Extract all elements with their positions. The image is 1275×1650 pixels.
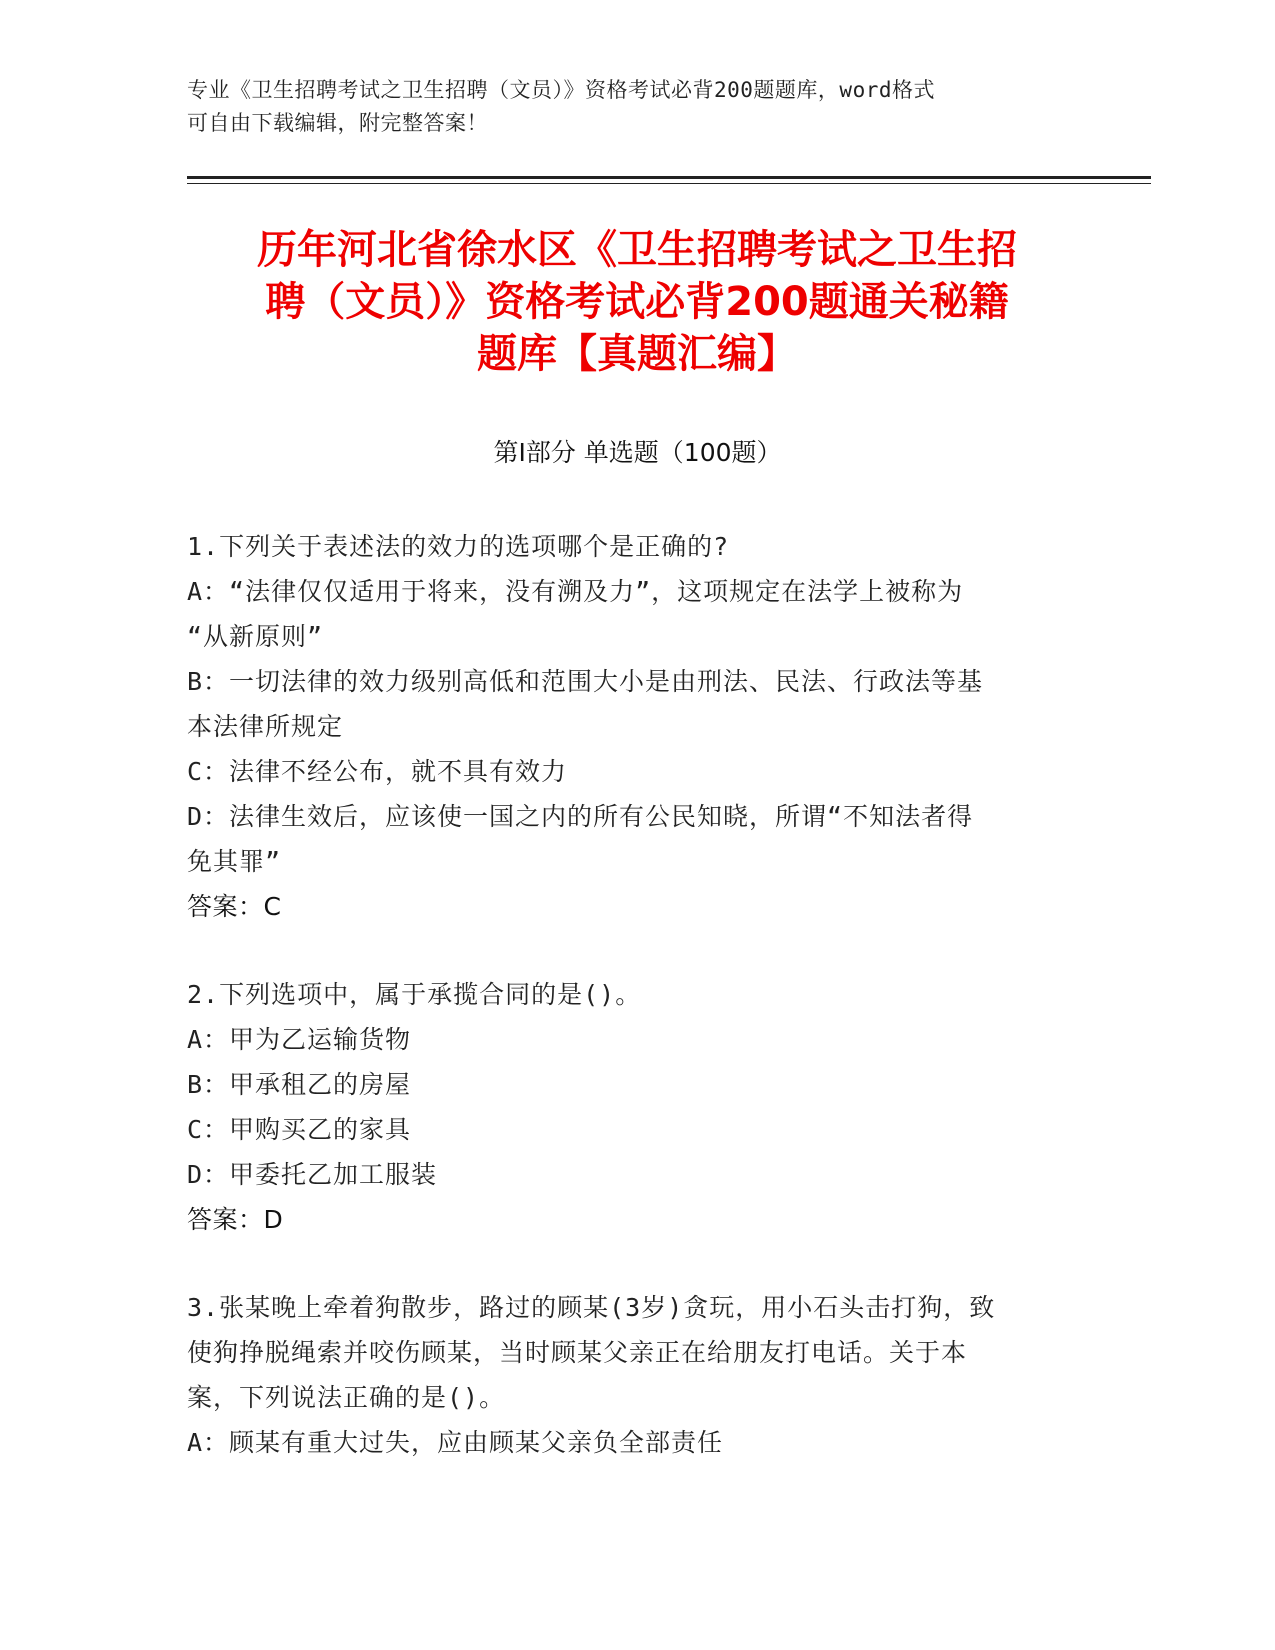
section-heading: 第Ⅰ部分 单选题（100题） [493,438,782,467]
question-stem: 使狗挣脱绳索并咬伤顾某，当时顾某父亲正在给朋友打电话。关于本 [187,1338,968,1367]
header-note-line: 可自由下载编辑，附完整答案！ [187,111,488,135]
answer-option: C：法律不经公布，就不具有效力 [187,757,568,786]
answer-option: D：法律生效后，应该使一国之内的所有公民知晓，所谓“不知法者得 [187,802,974,831]
answer-option: D：甲委托乙加工服装 [187,1160,438,1189]
header-divider-thin [187,183,1151,184]
header-note [187,74,1067,140]
answer-option: A：“法律仅仅适用于将来，没有溯及力”，这项规定在法学上被称为 [187,577,964,606]
document-title-line: 历年河北省徐水区《卫生招聘考试之卫生招 [257,227,1017,273]
document-title [187,224,1087,380]
answer-option: “从新原则” [187,622,324,651]
document-title-line: 聘（文员）》资格考试必背200题通关秘籍 [265,279,1009,325]
answer-key: 答案：D [187,1205,284,1234]
answer-option: A：顾某有重大过失，应由顾某父亲负全部责任 [187,1428,724,1457]
question-list [187,524,1077,1508]
question-stem: 3.张某晚上牵着狗散步，路过的顾某(3岁)贪玩，用小石头击打狗，致 [187,1293,996,1322]
answer-key: 答案：C [187,892,282,921]
question-stem: 1.下列关于表述法的效力的选项哪个是正确的? [187,532,730,561]
document-title-line: 题库【真题汇编】 [477,331,797,377]
question-stem: 案，下列说法正确的是()。 [187,1383,506,1412]
answer-option: 免其罪” [187,847,282,876]
question-stem: 2.下列选项中，属于承揽合同的是()。 [187,980,642,1009]
answer-option: 本法律所规定 [187,712,344,741]
header-divider-thick [187,176,1151,179]
question-item [187,1285,1077,1465]
answer-option: C：甲购买乙的家具 [187,1115,412,1144]
answer-option: B：一切法律的效力级别高低和范围大小是由刑法、民法、行政法等基 [187,667,984,696]
question-item [187,972,1077,1242]
answer-option: B：甲承租乙的房屋 [187,1070,412,1099]
answer-option: A：甲为乙运输货物 [187,1025,412,1054]
question-item [187,524,1077,929]
header-note-line: 专业《卫生招聘考试之卫生招聘（文员）》资格考试必背200题题库，word格式 [187,78,935,102]
